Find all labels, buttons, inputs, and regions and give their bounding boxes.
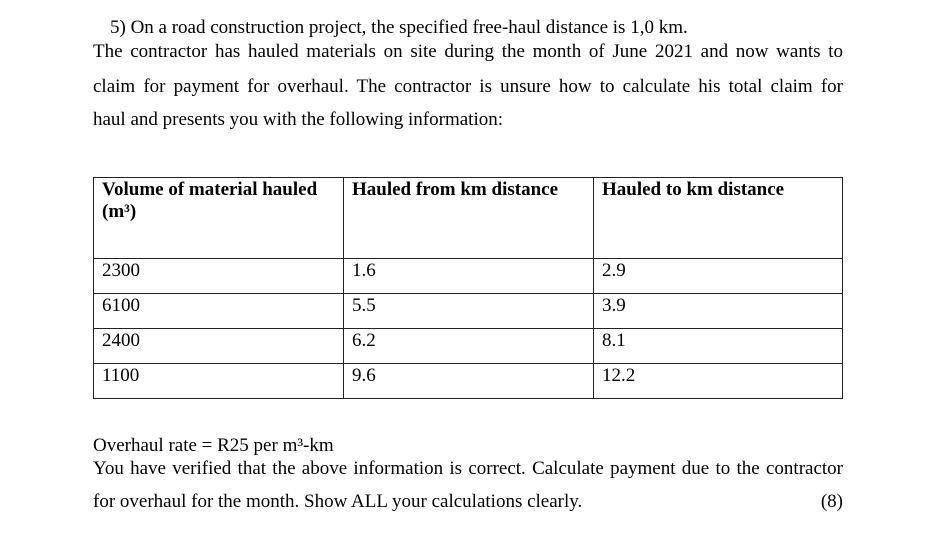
question-line-2: The contractor has hauled materials on site during the month of June 2021 and now wants to bbox=[93, 41, 843, 62]
cell: 6100 bbox=[94, 294, 344, 329]
header-to: Hauled to km distance bbox=[594, 178, 843, 259]
header-volume: Volume of material hauled (m³) bbox=[94, 178, 344, 259]
table-row bbox=[94, 364, 843, 399]
cell: 1.6 bbox=[344, 259, 594, 294]
footer-line-1: You have verified that the above information is correct. Calculate payment due to the contractor bbox=[93, 458, 843, 479]
haul-table bbox=[93, 177, 843, 399]
cell: 2.9 bbox=[594, 259, 843, 294]
table-row bbox=[94, 259, 843, 294]
overhaul-rate: Overhaul rate = R25 per m³-km bbox=[93, 435, 334, 456]
question-line-4: haul and presents you with the following information: bbox=[93, 109, 504, 130]
header-from: Hauled from km distance bbox=[344, 178, 594, 259]
table-header-row bbox=[94, 178, 843, 259]
cell: 8.1 bbox=[594, 329, 843, 364]
cell: 12.2 bbox=[594, 364, 843, 399]
table-row bbox=[94, 329, 843, 364]
cell: 5.5 bbox=[344, 294, 594, 329]
table-row bbox=[94, 294, 843, 329]
cell: 2300 bbox=[94, 259, 344, 294]
cell: 3.9 bbox=[594, 294, 843, 329]
question-line-1: 5) On a road construction project, the specified free-haul distance is 1,0 km. bbox=[110, 17, 688, 38]
cell: 2400 bbox=[94, 329, 344, 364]
question-line-3: claim for payment for overhaul. The contractor is unsure how to calculate his total claim for bbox=[93, 76, 843, 97]
marks: (8) bbox=[820, 491, 843, 512]
footer-line-2: for overhaul for the month. Show ALL your calculations clearly. bbox=[93, 491, 583, 512]
cell: 1100 bbox=[94, 364, 344, 399]
cell: 9.6 bbox=[344, 364, 594, 399]
cell: 6.2 bbox=[344, 329, 594, 364]
